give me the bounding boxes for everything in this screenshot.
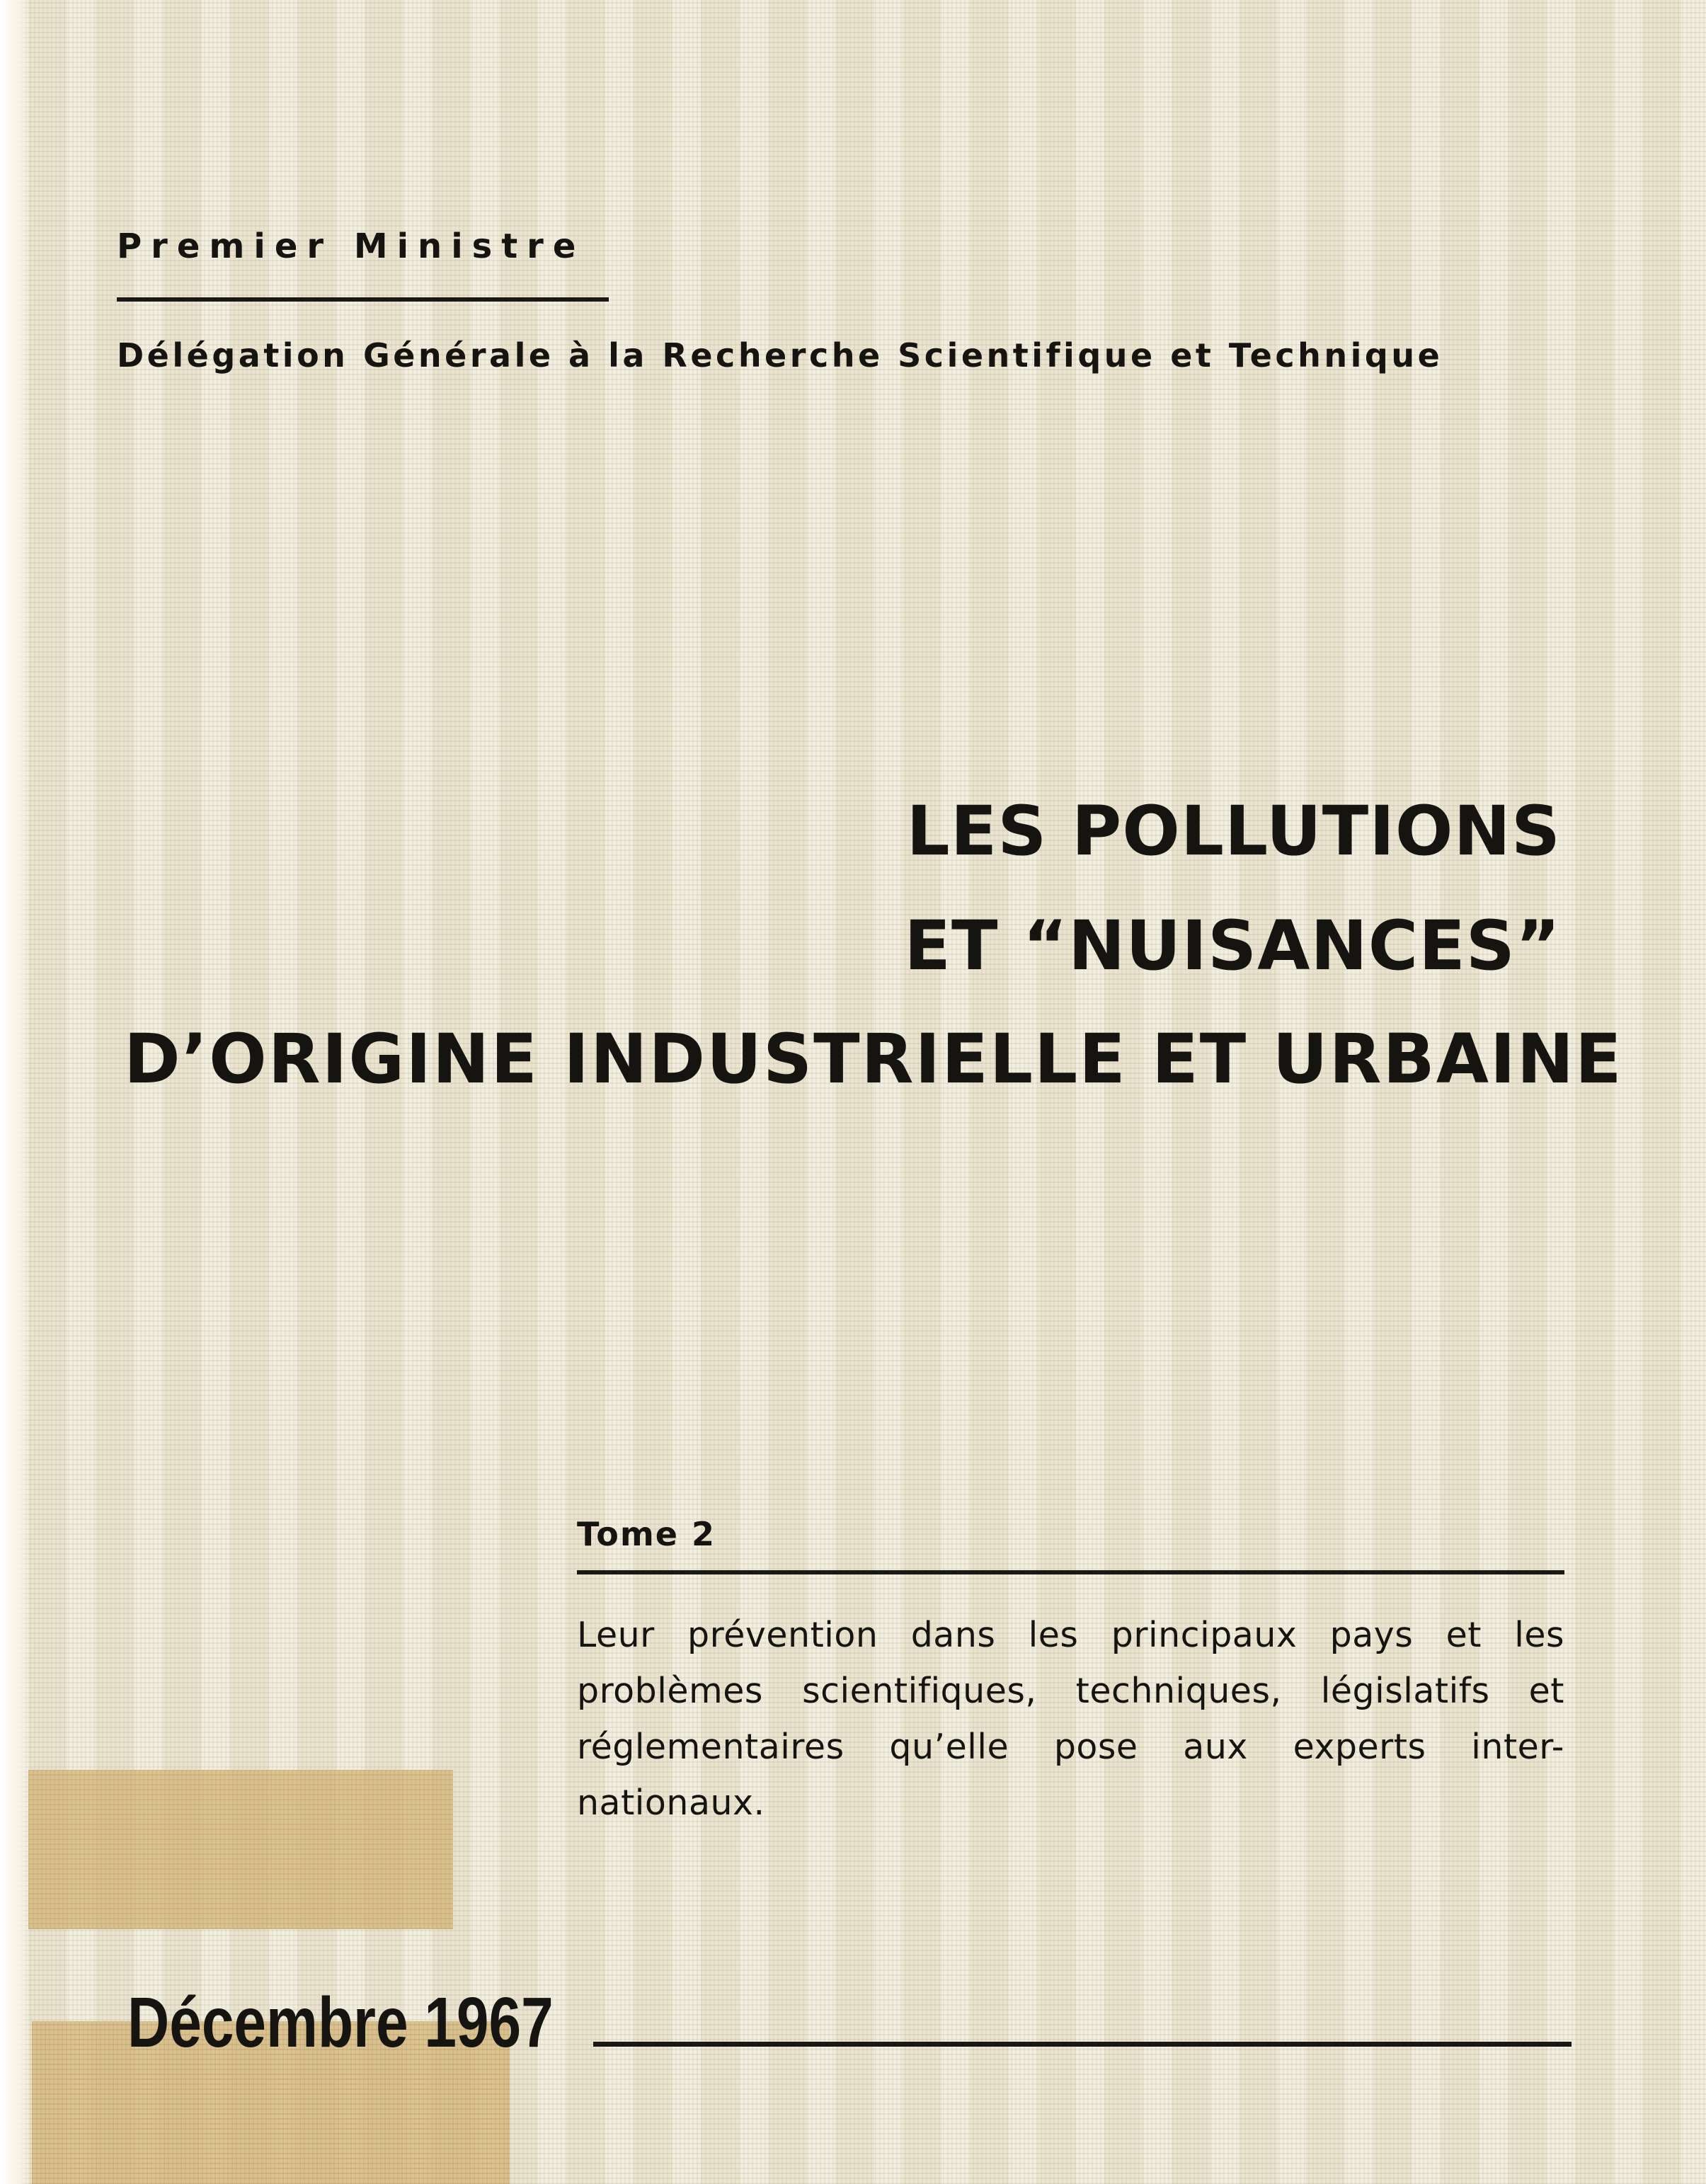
date-divider (593, 2042, 1572, 2047)
tape-stain-upper (28, 1770, 453, 1929)
title-line-1: LES POLLUTIONS (906, 791, 1561, 871)
volume-description: Leur prévention dans les principaux pays et les problèmes scientifiques, techniques, législatifs et réglementaires qu’elle pose aux experts inter-nationaux. (577, 1615, 1564, 1823)
title-line-2: ET “NUISANCES” (904, 906, 1561, 985)
ministry-divider (117, 297, 609, 302)
ministry-heading: Premier Ministre (117, 227, 585, 266)
volume-divider (577, 1570, 1564, 1574)
volume-label: Tome 2 (577, 1515, 716, 1553)
publication-date: Décembre 1967 (127, 1983, 554, 2062)
title-line-3: D’ORIGINE INDUSTRIELLE ET URBAINE (124, 1019, 1623, 1099)
page-left-edge (0, 0, 30, 2184)
delegation-heading: Délégation Générale à la Recherche Scientifique et Technique (117, 336, 1443, 375)
